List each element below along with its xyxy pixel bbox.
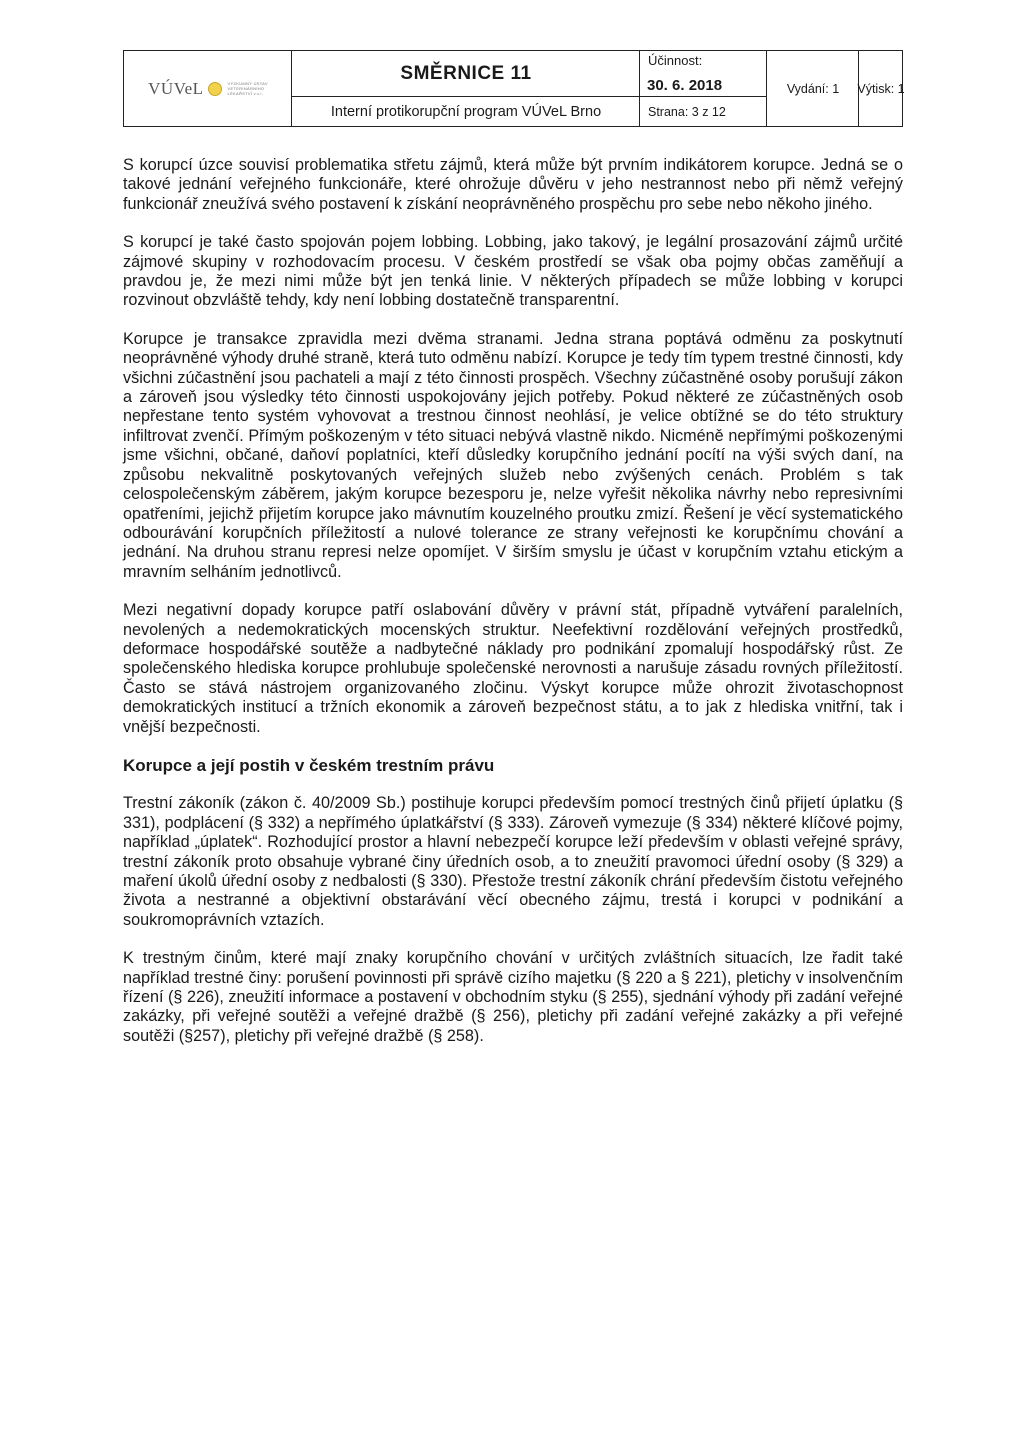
paragraph-conflict-of-interest: S korupcí úzce souvisí problematika střetu zájmů, která může být prvním indikátorem korupce. Jedná se o takové jednání veřejného funkcionáře, které ohrožuje důvěru v jeho nestrannost nebo při němž veřejný funkcionář zneužívá svého postavení k získání neoprávněného prospěchu pro sebe nebo někoho jiného. [123,156,903,213]
vuvel-logo [124,51,292,126]
document-subtitle: Interní protikorupční program VÚVeL Brno [330,104,602,120]
document-title: SMĚRNICE 11 [400,63,532,84]
paragraph-corruption-transaction: Korupce je transakce zpravidla mezi dvěma stranami. Jedna strana poptává odměnu za poskytnutí neoprávněné výhody druhé straně, která tuto odměnu nabízí. Korupce je tedy tím typem trestné činnosti, kdy všichni zúčastnění jsou pachateli a mají z této činnosti prospěch. Všechny zúčastněné osoby porušují zákon a zároveň jsou výsledky této činnosti uspokojovány jejich potřeby. Pokud některé ze zúčastněných osob nepřestane tento systém vyhovovat a trestnou činnost neohlásí, je velice obtížné se do této struktury infiltrovat zvenčí. Přímým poškozeným v této situaci nebývá vlastně nikdo. Nicméně nepřímými poškozenými jsme všichni, občané, daňoví poplatníci, kteří důsledky korupčního jednání pocítí na výši svých daní, na způsobu nekvalitně poskytovaných veřejných služeb nebo zvýšených cenách. Problém s tak celospolečenským záběrem, jakým korupce bezesporu je, nelze vyřešit několika návrhy nebo represivními opatřeními, jejichž přijetím korupce jako mávnutím kouzelného proutku zmizí. Řešení je věcí systematického odbourávání korupčních příležitostí a nulové tolerance ze strany veřejnosti ke korupčnímu chování a jednání. Na druhou stranu represi nelze opomíjet. V širším smyslu je účast v korupčním vztahu etickým a mravním selháním jednotlivců. [123,329,903,581]
page-number: Strana: 3 z 12 [648,105,726,119]
copy-number: Výtisk: 1 [857,81,905,96]
paragraph-negative-impacts: Mezi negativní dopady korupce patří oslabování důvěry v právní stát, případně vytváření paralelních, nevolených a nedemokratických mocenských struktur. Neefektivní rozdělování veřejných prostředků, deformace hospodářské soutěže a nadbytečné náklady pro podnikání zpomalují hospodářský růst. Ze společenského hlediska korupce prohlubuje společenské nerovnosti a narušuje zásadu rovných příležitostí. Často se stává nástrojem organizovaného zločinu. Výskyt korupce může ohrozit životaschopnost demokratických institucí a tržních ekonomik a zároveň bezpečnost státu, a to jak z hlediska vnitřní, tak i vnější bezpečnosti. [123,601,903,736]
document-header-table [123,50,903,127]
issue-number: Vydání: 1 [786,81,840,96]
paragraph-related-offences: K trestným činům, které mají znaky korupčního chování v určitých zvláštních situacích, lze řadit také například trestné činy: porušení povinnosti při správě cizího majetku (§ 220 a § 221), pletichy v insolvenčním řízení (§ 226), zneužití informace a postavení v obchodním styku (§ 255), sjednání výhody při zadání veřejné zakázky, při veřejné soutěži a veřejné dražbě (§ 256), pletichy při zadání veřejné zakázky a při veřejné soutěži (§257), pletichy při veřejné dražbě (§ 258). [123,949,903,1045]
section-heading: Korupce a její postih v českém trestním právu [123,755,495,775]
paragraph-criminal-code: Trestní zákoník (zákon č. 40/2009 Sb.) postihuje korupci především pomocí trestných činů přijetí úplatku (§ 331), podplácení (§ 332) a nepřímého úplatkářství (§ 333). Zároveň vymezuje (§ 334) některé klíčové pojmy, například „úplatek“. Rozhodující prostor a hlavní nebezpečí korupce leží především v oblasti veřejné správy, trestní zákoník proto obsahuje vybrané činy úředních osob, a to zneužití pravomoci úřední osoby (§ 329) a maření úkolů úřední osoby z nedbalosti (§ 330). Přestože trestní zákoník chrání především čistotu veřejného života a nestranné a objektivní obstarávání věcí obecného zájmu, trestá i korupci v podnikání a soukromoprávních vztazích. [123,794,903,929]
logo-text: VÚVeL [148,78,204,98]
document-body [123,156,903,1046]
effective-date: 30. 6. 2018 [647,76,723,94]
paragraph-lobbing: S korupcí je také často spojován pojem lobbing. Lobbing, jako takový, je legální prosazování zájmů určité zájmové skupiny v rozhodovacím procesu. V českém prostředí se však oba pojmy občas zaměňují a pravdou je, že mezi nimi může být jen tenká linie. V některých případech se může lobbing v korupci rozvinout obzvláště tehdy, kdy není lobbing dostatečně transparentní. [123,233,903,310]
sun-icon [208,82,222,96]
effective-label: Účinnost: [648,53,703,68]
logo-small-text: VÝZKUMNÝ ÚSTAV VETERINÁRNÍHO LÉKAŘSTVÍ v.v.i. [227,80,268,96]
